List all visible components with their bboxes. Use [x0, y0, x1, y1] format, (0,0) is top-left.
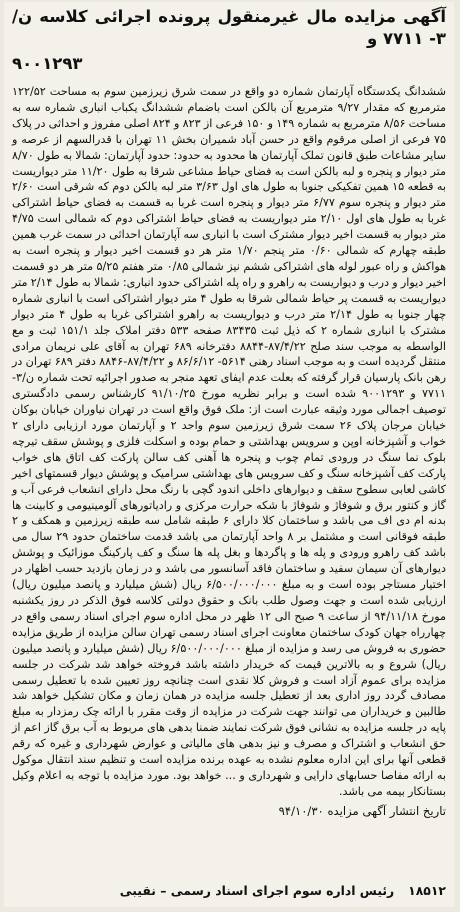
newspaper-notice: [4, 2, 454, 907]
notice-body: ششدانگ یکدستگاه آپارتمان شماره دو واقع در سمت شرق زیرزمین سوم به مساحت ۱۲۲/۵۲ مترمربع که مقدار ۹/۲۷ مترمربع آن بالکن است باضمام ششدانگ یکباب انباری شماره سه به مساحت ۸/۵۶ مترمربع به شماره ۱۴۹ و ۱۵۰ فرعی از ۸۲۳ و ۸۲۴ اصلی مفروز و احداثی در پلاک ۷۵ فرعی از اصلی مرقوم واقع در حسن آباد شمیران بخش ۱۱ تهران با قدرالسهم از عرصه و سایر مشاعات طبق قانون تملک آپارتمان ها محدود به حدود: حدود آپارتمان: شمالا به طول ۸/۷۰ متر دیوار و پنجره و لبه بالکن است به فضای حیاط مشاعی شرقا به طول ۱۱/۲۰ متر دیواریست به قطعه ۱۵ همین تفکیکی جنوبا به طول های اول ۳/۶۳ متر لبه بالکن دوم که شرقی است ۲/۶۰ متر دیوار و پنجره سوم ۶/۷۷ متر دیوار و پنجره است غربا به قسمت به فضای حیاط اشتراکی غربا به طول های اول ۲/۱۰ متر دیواریست به فضای حیاط اشتراکی دوم که شمالی است ۴/۷۵ متر دیوار به قسمت اخیر دیوار مشترک است با انباری سه آپارتمان احداثی در سمت غرب همین طبقه چهارم که شمالی ۰/۶۰ متر پنجم ۱/۷۰ متر هر دو قسمت اخیر دیوار و پنجره است به هواکش و راه عبور لوله های اشتراکی ششم نیز شمالی ۰/۸۵ متر هفتم ۵/۲۵ متر هر دو قسمت اخیر دیوار و درب و دیواریست به راهرو و راه پله اشتراکی حدود انباری: شمالا به طول ۲/۱۴ متر دیواریست به قسمت پر حیاط شمالی شرقا به طول ۴ متر دیوار اشتراکی است با انباری شماره چهار جنوبا به طول ۲/۱۴ متر درب و دیواریست به راهرو اشتراکی غربا به طول ۴ متر دیوار مشترک با انباری شماره ۲ که ذیل ثبت ۸۳۴۳۵ صفحه ۵۳۳ دفتر املاک جلد ۱۵۱/۱ ثبت و مع الواسطه به موجب سند صلح ۸۷/۴/۲۲-۸۸۴۴ دفترخانه ۶۸۹ تهران به آقای علی نریمان مرادی منتقل گردیده است و به موجب اسناد رهنی ۵۶۱۴- ۸۶/۶/۱۲ و ۸۷/۴/۲۲-۸۸۴۶ دفتر ۶۸۹ تهران در رهن بانک پارسیان قرار گرفته که بعلت عدم ایفای تعهد منجر به صدور اجرائیه تحت شماره ن/۳- ۷۷۱۱ و ۹۰۰۱۲۹۳ شده است و برابر نظریه مورخ ۹۱/۱۰/۲۵ کارشناس رسمی دادگستری توصیف اجمالی مورد وثیقه عبارت است از: ملک فوق واقع است در تهران نیاوران خیابان بوکان خیابان مرجان پلاک ۲۶ سمت شرق زیرزمین سوم واحد ۲ و آپارتمان مورد ارزیابی دارای ۲ خواب و آشپزخانه اوپن و سرویس بهداشتی و حمام بوده و اسکلت فلزی و پوشش سقف تیرچه بلوک نما سنگ در ورودی تمام چوب و پنجره ها آهنی کف سالن پارکت کف اتاق های خواب پارکت کف آشپزخانه سنگ و کف سرویس های بهداشتی سرامیک و پوشش دیوار قسمتهای اخیر کاشی لعابی سطوح سقف و دیوارهای داخلی اندود گچی با رنگ محل دارای انشعاب فرعی آب و گاز و کنتور برق و شوفاژ و شوفاژ با شکه حرارت مرکزی و رادیاتورهای آلومینیومی و کابینت ها بدنه ام دی اف می باشد و ساختمان کلا دارای ۶ طبقه شامل سه طبقه زیرزمین و همکف و ۲ طبقه فوقانی است و مشتمل بر ۸ واحد آپارتمان می باشد قدمت ساختمان حدود ۲۹ سال می باشد کف راهرو ورودی و پله ها و پاگردها و بغل پله ها سنگ و کف پارکینگ موزائیک و پوشش دیوارهای آن سیمان سفید و ساختمان فاقد آسانسور می باشد و در زمان بازدید حسب اظهار در اختیار مستاجر بوده است و به مبلغ ۶/۵۰۰/۰۰۰/۰۰۰ ریال (شش میلیارد و پانصد میلیون ریال) ارزیابی شده است و جهت وصول طلب بانک و حقوق دولتی کلاسه فوق الذکر در روز یکشنبه مورخ ۹۴/۱۱/۱۸ از ساعت ۹ صبح الی ۱۲ ظهر در محل اداره سوم اجرای اسناد رسمی واقع در چهارراه جهان کودک ساختمان معاونت اجرای اسناد رسمی تهران سالن مزایده از طریق مزایده حضوری به فروش می رسد و مزایده از مبلغ ۶/۵۰۰/۰۰۰/۰۰۰ ریال (شش میلیارد و پانصد میلیون ریال) شروع و به بالاترین قیمت که خریدار داشته باشد فروخته خواهد شد شرکت در جلسه مزایده برای عموم آزاد است و فروش کلا نقدی است چنانچه روز تعیین شده با تعطیل رسمی مصادف گردد روز اداری بعد از تعطیل جلسه مزایده در همان زمان و مکان تشکیل خواهد شد طالبین و خریداران می توانند جهت شرکت در مزایده از وقت مقرر با ارائه چک رمزدار به مبلغ پایه در جلسه مزایده به نشانی فوق شرکت نمایند ضمنا بدهی های مربوط به آب برق گاز اعم از حق انشعاب و اشتراک و مصرف و نیز بدهی های مالیاتی و عوارض شهرداری و غیره که رقم قطعی آنها برای این اداره معلوم نشده به عهده برنده مزایده است و تنظیم سند انتقال موکول به ارائه مفاصا حسابهای دارایی و شهرداری و ... خواهد بود. مورد مزایده با توجه به اعلام وکیل بستانکار بیمه می باشد.: [12, 85, 447, 798]
notice-footer: [12, 883, 446, 899]
notice-headline: آگهی مزایده مال غیرمنقول پرونده اجرائی کلاسه ن/۳- ۷۷۱۱ و: [12, 7, 446, 48]
footer-signature: رئیس اداره سوم اجرای اسناد رسمی – نقیبی: [119, 883, 395, 898]
footer-code: ۱۸۵۱۲: [408, 883, 446, 898]
publish-date: تاریخ انتشار آگهی مزایده ۹۴/۱۰/۳۰: [278, 803, 446, 818]
notice-case-number: ۹۰۰۱۲۹۳: [12, 54, 83, 73]
